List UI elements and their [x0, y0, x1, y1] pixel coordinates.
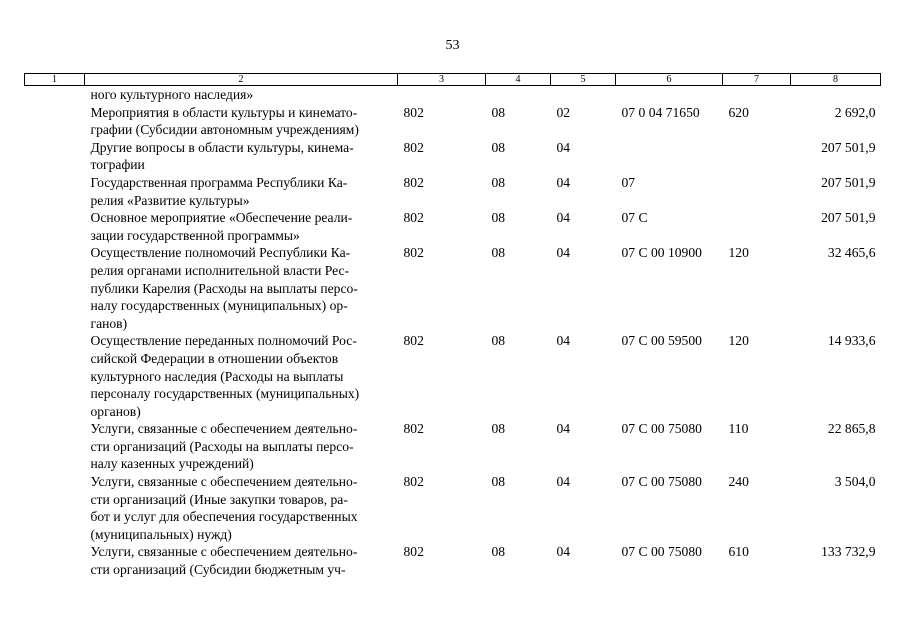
- description-line: ганов): [90, 315, 128, 331]
- target-article: 07 С 00 75080: [621, 421, 702, 437]
- description-line: Другие вопросы в области культуры, кинема-: [90, 139, 354, 155]
- expense-type: [723, 139, 791, 174]
- table-row: [25, 86, 881, 104]
- row-description: [85, 543, 398, 578]
- target-article: 07: [621, 174, 636, 190]
- section-code: 08: [491, 421, 506, 437]
- header-row: [25, 74, 881, 86]
- header-col-2: 2: [85, 74, 398, 86]
- amount: 133 732,9: [821, 544, 876, 560]
- expense-type: [723, 86, 791, 104]
- table-row: [25, 139, 881, 174]
- table-row: [25, 104, 881, 139]
- ministry-code: 802: [403, 245, 424, 261]
- section-code: 08: [491, 210, 506, 226]
- target-article: 07 С 00 59500: [621, 333, 702, 349]
- description-line: сти организаций (Иные закупки товаров, ра-: [90, 491, 348, 507]
- header-col-5: 5: [551, 74, 616, 86]
- cell-empty: [25, 104, 85, 139]
- description-line: сти организаций (Расходы на выплаты персо-: [90, 438, 354, 454]
- amount: 14 933,6: [827, 333, 876, 349]
- cell-empty: [25, 543, 85, 578]
- subsection-code: 04: [556, 421, 571, 437]
- description-line: Услуги, связанные с обеспечением деятельно-: [90, 421, 358, 437]
- section-code: 08: [491, 544, 506, 560]
- subsection-code: 04: [556, 174, 571, 190]
- ministry-code: 802: [403, 104, 424, 120]
- target-article: 07 С 00 10900: [621, 245, 702, 261]
- cell-empty: [25, 86, 85, 104]
- amount: 207 501,9: [821, 174, 876, 190]
- section-code: 08: [491, 245, 506, 261]
- ministry-code: 802: [403, 474, 424, 490]
- section-code: [486, 86, 551, 104]
- header-col-4: 4: [486, 74, 551, 86]
- description-line: графии (Субсидии автономным учреждениям): [90, 122, 359, 138]
- table-row: [25, 473, 881, 543]
- expense-type: [723, 209, 791, 244]
- page-number: 53: [445, 38, 460, 53]
- subsection-code: 04: [556, 210, 571, 226]
- description-line: налу казенных учреждений): [90, 456, 254, 472]
- subsection-code: [551, 86, 616, 104]
- description-line: сти организаций (Субсидии бюджетным уч-: [90, 562, 346, 578]
- cell-empty: [25, 420, 85, 473]
- row-description: [85, 174, 398, 209]
- description-line: зации государственной программы»: [90, 227, 300, 243]
- description-line: Осуществление полномочий Республики Ка-: [90, 245, 351, 261]
- table-row: [25, 174, 881, 209]
- description-line: персоналу государственных (муниципальных): [90, 386, 360, 402]
- description-line: налу государственных (муниципальных) ор-: [90, 298, 348, 314]
- header-col-7: 7: [723, 74, 791, 86]
- section-code: 08: [491, 104, 506, 120]
- expense-type: [723, 174, 791, 209]
- description-line: релия органами исполнительной власти Рес-: [90, 262, 350, 278]
- row-description: [85, 104, 398, 139]
- target-article: [616, 86, 723, 104]
- expense-type: 120: [728, 333, 749, 349]
- table-row: [25, 332, 881, 420]
- cell-empty: [25, 332, 85, 420]
- expense-type: 110: [728, 421, 749, 437]
- budget-table: [24, 73, 881, 579]
- description-line: Государственная программа Республики Ка-: [90, 174, 348, 190]
- row-description: [85, 332, 398, 420]
- amount: 207 501,9: [821, 210, 876, 226]
- table-row: [25, 420, 881, 473]
- row-description: [85, 244, 398, 332]
- cell-empty: [25, 244, 85, 332]
- amount: 32 465,6: [827, 245, 876, 261]
- header-col-1: 1: [25, 74, 85, 86]
- description-line: ного культурного наследия»: [90, 87, 254, 102]
- header-col-3: 3: [398, 74, 486, 86]
- expense-type: 240: [728, 474, 749, 490]
- expense-type: 620: [728, 104, 749, 120]
- description-line: (муниципальных) нужд): [90, 526, 232, 542]
- description-line: релия «Развитие культуры»: [90, 192, 250, 208]
- amount: [791, 86, 881, 104]
- section-code: 08: [491, 174, 506, 190]
- ministry-code: 802: [403, 544, 424, 560]
- ministry-code: 802: [403, 174, 424, 190]
- section-code: 08: [491, 474, 506, 490]
- expense-type: 120: [728, 245, 749, 261]
- amount: 22 865,8: [827, 421, 876, 437]
- table-header: [25, 74, 881, 86]
- ministry-code: 802: [403, 333, 424, 349]
- subsection-code: 04: [556, 333, 571, 349]
- subsection-code: 02: [556, 104, 571, 120]
- description-line: Основное мероприятие «Обеспечение реали-: [90, 210, 353, 226]
- header-col-6: 6: [616, 74, 723, 86]
- table-row: [25, 244, 881, 332]
- description-line: Услуги, связанные с обеспечением деятельно-: [90, 544, 358, 560]
- table-row: [25, 543, 881, 578]
- description-line: Осуществление переданных полномочий Рос-: [90, 333, 357, 349]
- cell-empty: [25, 209, 85, 244]
- section-code: 08: [491, 139, 506, 155]
- table-row: [25, 209, 881, 244]
- subsection-code: 04: [556, 474, 571, 490]
- ministry-code: 802: [403, 210, 424, 226]
- description-line: бот и услуг для обеспечения государственных: [90, 509, 358, 525]
- description-line: тографии: [90, 157, 145, 173]
- header-col-8: 8: [791, 74, 881, 86]
- row-description: [85, 473, 398, 543]
- subsection-code: 04: [556, 139, 571, 155]
- row-description: [85, 209, 398, 244]
- cell-empty: [25, 174, 85, 209]
- description-line: культурного наследия (Расходы на выплаты: [90, 368, 344, 384]
- description-line: публики Карелия (Расходы на выплаты персо-: [90, 280, 358, 296]
- target-article: 07 С: [621, 210, 648, 226]
- target-article: [616, 139, 723, 174]
- row-description: [85, 86, 398, 104]
- description-line: сийской Федерации в отношении объектов: [90, 350, 339, 366]
- target-article: 07 С 00 75080: [621, 474, 702, 490]
- ministry-code: 802: [403, 421, 424, 437]
- cell-empty: [25, 473, 85, 543]
- amount: 2 692,0: [834, 104, 876, 120]
- subsection-code: 04: [556, 245, 571, 261]
- section-code: 08: [491, 333, 506, 349]
- cell-empty: [25, 139, 85, 174]
- expense-type: 610: [728, 544, 749, 560]
- description-line: Услуги, связанные с обеспечением деятельно-: [90, 474, 358, 490]
- amount: 207 501,9: [821, 139, 876, 155]
- ministry-code: 802: [403, 139, 424, 155]
- row-description: [85, 420, 398, 473]
- description-line: Мероприятия в области культуры и кинемато-: [90, 104, 358, 120]
- description-line: органов): [90, 403, 141, 419]
- amount: 3 504,0: [834, 474, 876, 490]
- ministry-code: [398, 86, 486, 104]
- table-body: [25, 86, 881, 579]
- target-article: 07 С 00 75080: [621, 544, 702, 560]
- row-description: [85, 139, 398, 174]
- subsection-code: 04: [556, 544, 571, 560]
- target-article: 07 0 04 71650: [621, 104, 700, 120]
